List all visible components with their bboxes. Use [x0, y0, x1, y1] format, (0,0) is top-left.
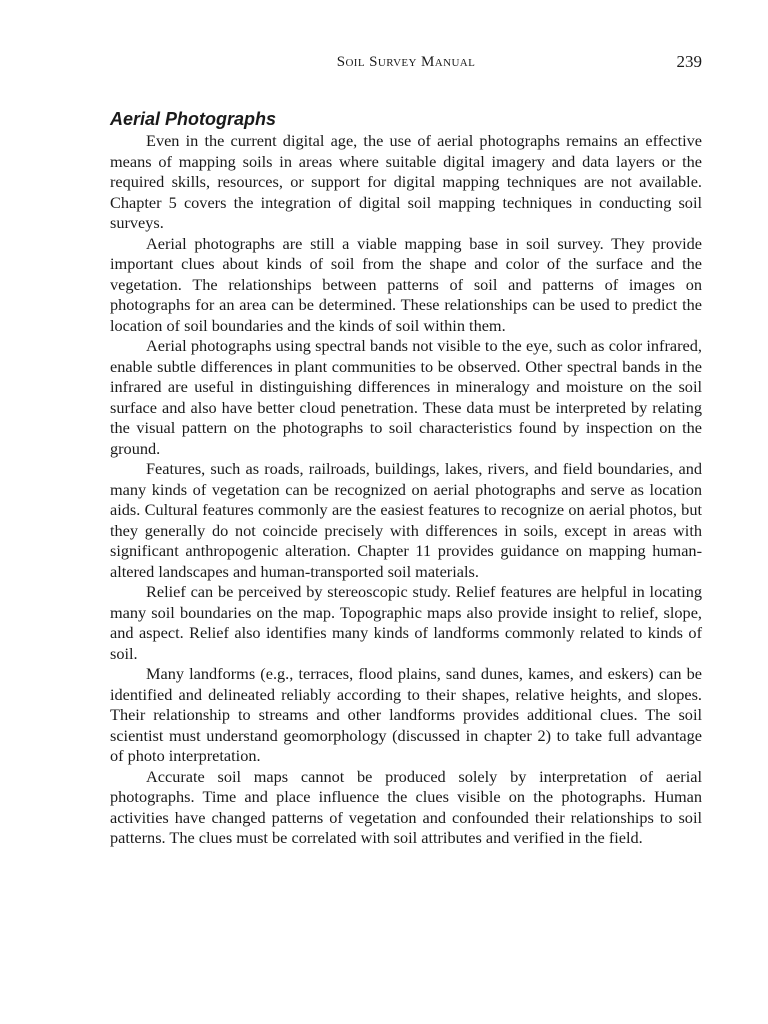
paragraph: Even in the current digital age, the use of aerial photographs remains an effective means of mapping soils in areas where suitable digital imagery and data layers or the required skills, resources, or support for digital mapping techniques are not available. Chapter 5 covers the integration of digital soil mapping techniques in conducting soil surveys. — [110, 131, 702, 232]
paragraph: Relief can be perceived by stereoscopic study. Relief features are helpful in locating many soil boundaries on the map. Topographic maps also provide insight to relief, slope, and aspect. Relief also identifies many kinds of landforms commonly related to kinds of soil. — [110, 582, 702, 663]
paragraph: Aerial photographs are still a viable mapping base in soil survey. They provide important clues about kinds of soil from the shape and color of the surface and the vegetation. The relationships between patterns of soil and patterns of images on photographs for an area can be determined. These relationships can be used to predict the location of soil boundaries and the kinds of soil within them. — [110, 233, 702, 335]
paragraph: Features, such as roads, railroads, buildings, lakes, rivers, and field boundaries, and many kinds of vegetation can be recognized on aerial photographs and serve as location aids. Cultural features commonly are the easiest features to recognize on aerial photos, but they generally do not coincide precisely with differences in soils, except in areas with significant anthropogenic alteration. Chapter 11 provides guidance on mapping human-altered landscapes and human-transported soil materials. — [110, 459, 702, 581]
paragraph: Aerial photographs using spectral bands not visible to the eye, such as color infrared, enable subtle differences in plant communities to be observed. Other spectral bands in the infrared are useful in distinguishing differences in mineralogy and moisture on the soil surface and also have better cloud penetration. These data must be interpreted by relating the visual pattern on the photographs to soil characteristics found by inspection on the ground. — [110, 336, 702, 458]
page-number: 239 — [676, 52, 702, 71]
running-title: Soil Survey Manual — [336, 54, 476, 70]
section-aerial-photographs — [110, 108, 702, 849]
running-header — [110, 52, 702, 76]
paragraph: Accurate soil maps cannot be produced solely by interpretation of aerial photographs. Time and place influence the clues visible on the photographs. Human activities have changed patterns of vegetation and confounded their relationships to soil patterns. The clues must be correlated with soil attributes and verified in the field. — [110, 766, 702, 847]
section-heading: Aerial Photographs — [110, 109, 277, 129]
paragraph: Many landforms (e.g., terraces, flood plains, sand dunes, kames, and eskers) can be identified and delineated reliably according to their shapes, relative heights, and slopes. Their relationship to streams and other landforms provides additional clues. The soil scientist must understand geomorphology (discussed in chapter 2) to take full advantage of photo interpretation. — [110, 664, 702, 765]
